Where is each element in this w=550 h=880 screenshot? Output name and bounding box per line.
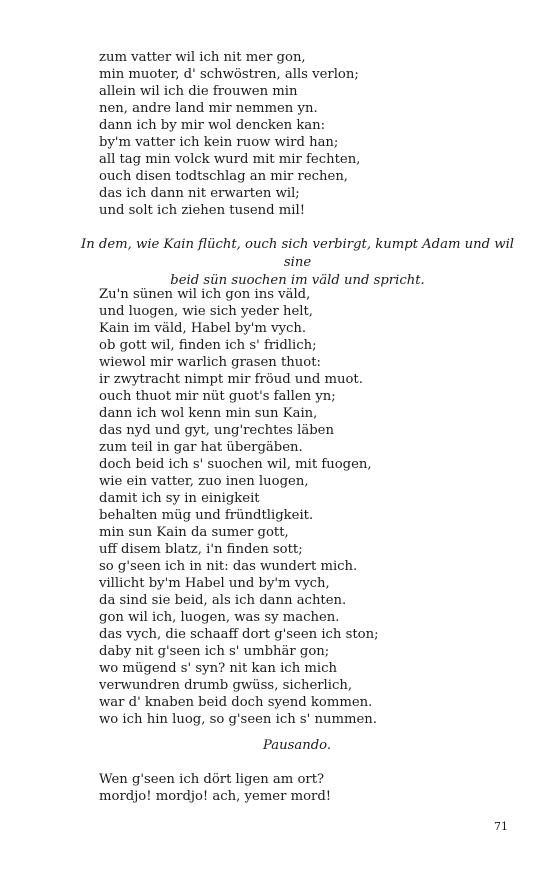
verse-line: by'm vatter ich kein ruow wird han; <box>99 135 339 150</box>
verse-line: ouch thuot mir nüt guot's fallen yn; <box>99 389 336 404</box>
verse-line: Wen g'seen ich dört ligen am ort? <box>99 772 325 787</box>
stage-direction-line: beid sün suochen im väld und spricht. <box>170 273 425 288</box>
verse-line: dann ich by mir wol dencken kan: <box>99 118 326 133</box>
verse-line: all tag min volck wurd mit mir fechten, <box>99 152 361 167</box>
verse-line: allein wil ich die frouwen min <box>99 84 298 99</box>
stage-direction <box>70 236 525 290</box>
verse-line: wiewol mir warlich grasen thuot: <box>99 355 321 370</box>
page-number: 71 <box>494 820 508 833</box>
verse-line: war d' knaben beid doch syend kommen. <box>99 695 373 710</box>
verse-line: min muoter, d' schwöstren, alls verlon; <box>99 67 359 82</box>
verse-line: zum vatter wil ich nit mer gon, <box>99 50 306 65</box>
verse-line: wo ich hin luog, so g'seen ich s' nummen. <box>99 712 377 727</box>
verse-stanza-1 <box>99 49 360 219</box>
verse-line: zum teil in gar hat übergäben. <box>99 440 303 455</box>
verse-line: das nyd und gyt, ung'rechtes läben <box>99 423 334 438</box>
verse-line: min sun Kain da sumer gott, <box>99 525 289 540</box>
verse-line: das ich dann nit erwarten wil; <box>99 186 300 201</box>
verse-line: ir zwytracht nimpt mir fröud und muot. <box>99 372 363 387</box>
verse-line: behalten müg und fründtligkeit. <box>99 508 314 523</box>
verse-line: Zu'n sünen wil ich gon ins väld, <box>99 287 311 302</box>
verse-line: daby nit g'seen ich s' umbhär gon; <box>99 644 330 659</box>
verse-line: wie ein vatter, zuo inen luogen, <box>99 474 309 489</box>
verse-stanza-2 <box>99 286 379 728</box>
verse-line: ouch disen todtschlag an mir rechen, <box>99 169 349 184</box>
verse-line: villicht by'm Habel und by'm vych, <box>99 576 330 591</box>
verse-line: Kain im väld, Habel by'm vych. <box>99 321 307 336</box>
verse-line: das vych, die schaaff dort g'seen ich ston; <box>99 627 379 642</box>
verse-line: mordjo! mordjo! ach, yemer mord! <box>99 789 332 804</box>
verse-line: da sind sie beid, als ich dann achten. <box>99 593 347 608</box>
stage-direction-line: In dem, wie Kain flücht, ouch sich verbirgt, kumpt Adam und wil sine <box>81 237 514 270</box>
verse-line: verwundren drumb gwüss, sicherlich, <box>99 678 353 693</box>
verse-line: und luogen, wie sich yeder helt, <box>99 304 313 319</box>
verse-line: nen, andre land mir nemmen yn. <box>99 101 318 116</box>
verse-line: gon wil ich, luogen, was sy machen. <box>99 610 340 625</box>
verse-line: doch beid ich s' suochen wil, mit fuogen, <box>99 457 372 472</box>
verse-line: wo mügend s' syn? nit kan ich mich <box>99 661 337 676</box>
verse-line: so g'seen ich in nit: das wundert mich. <box>99 559 358 574</box>
verse-stanza-3 <box>99 771 331 805</box>
verse-line: dann ich wol kenn min sun Kain, <box>99 406 318 421</box>
verse-line: und solt ich ziehen tusend mil! <box>99 203 306 218</box>
verse-line: uff disem blatz, i'n finden sott; <box>99 542 303 557</box>
verse-line: damit ich sy in einigkeit <box>99 491 260 506</box>
verse-line: ob gott wil, finden ich s' fridlich; <box>99 338 317 353</box>
stage-direction-pausando: Pausando. <box>262 738 332 753</box>
